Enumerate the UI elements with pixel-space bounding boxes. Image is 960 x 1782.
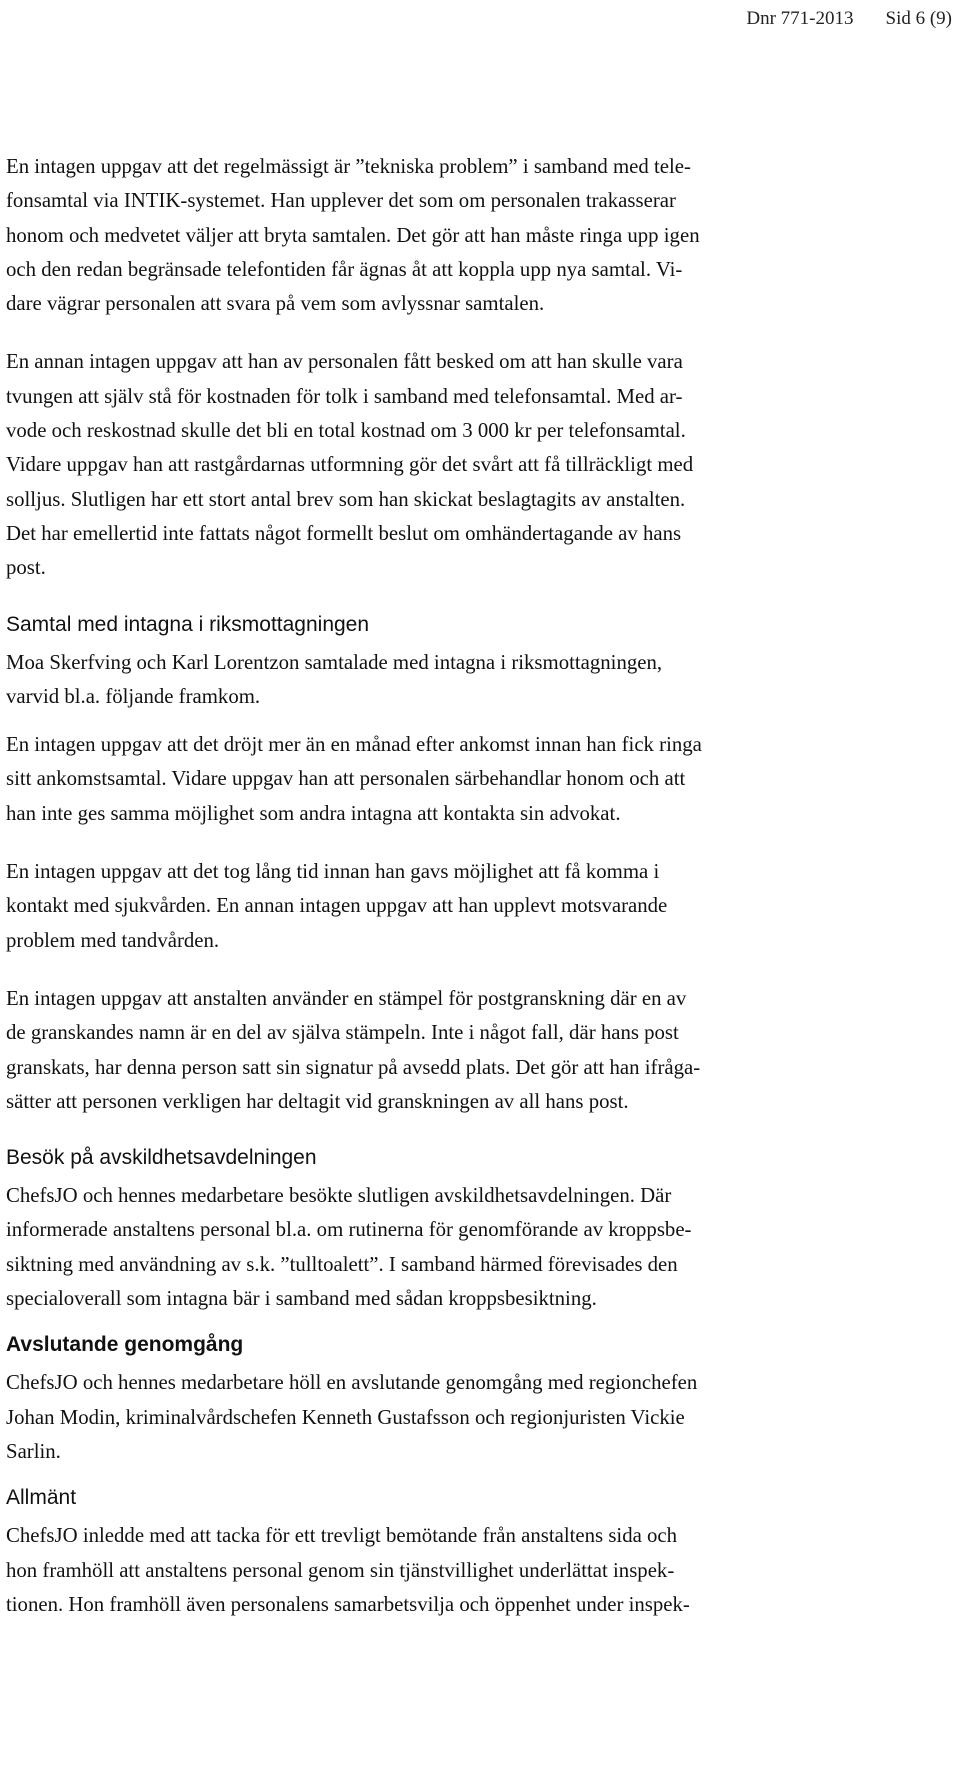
page-header bbox=[746, 8, 952, 30]
document-body bbox=[6, 150, 906, 1646]
paragraph-interpreter-cost: En annan intagen uppgav att han av personalen fått besked om att han skulle vara tvungen att själv stå för kostnaden för tolk i samband med telefonsamtal. Med ar- vode och reskostnad skulle det bli en total kostnad om 3 000 kr per telefonsamtal. Vidare uppgav han att rastgårdarnas utformning gör det svårt att få tillräckligt med solljus. Slutligen har ett stort antal brev som han skickat beslagtagits av anstalten. Det har emellertid inte fattats något formellt beslut om omhändertagande av hans post. bbox=[6, 350, 694, 580]
heading-allmant: Allmänt bbox=[6, 1486, 77, 1510]
page-number: Sid 6 (9) bbox=[885, 8, 952, 29]
document-number: Dnr 771-2013 bbox=[746, 8, 854, 29]
paragraph-healthcare: En intagen uppgav att det tog lång tid innan han gavs möjlighet att få komma i kontakt med sjukvården. En annan intagen uppgav att han upplevt motsvarande problem med tandvården. bbox=[6, 860, 668, 952]
paragraph-avskildhet-visit: ChefsJO och hennes medarbetare besökte slutligen avskildhetsavdelningen. Där informerade anstaltens personal bl.a. om rutinerna för genomförande av kroppsbe- siktning med användning av s.k. ”tulltoalett”. I samband härmed förevisades den specialoverall som intagna bär i samband med sådan kroppsbesiktning. bbox=[6, 1184, 692, 1311]
paragraph-mail-stamp: En intagen uppgav att anstalten använder en stämpel för postgranskning där en av de granskandes namn är en del av själva stämpeln. Inte i något fall, där hans post granskats, har denna person satt sin signatur på avsedd plats. Det gör att han ifråga- sätter att personen verkligen har deltagit vid granskningen av all hans post. bbox=[6, 986, 701, 1113]
heading-riksmottagningen: Samtal med intagna i riksmottagningen bbox=[6, 612, 370, 636]
paragraph-final-review: ChefsJO och hennes medarbetare höll en avslutande genomgång med regionchefen Johan Modin, kriminalvårdschefen Kenneth Gustafsson och regionjuristen Vickie Sarlin. bbox=[6, 1371, 698, 1463]
paragraph-general: ChefsJO inledde med att tacka för ett trevligt bemötande från anstaltens sida och hon framhöll att anstaltens personal genom sin tjänstvillighet underlättat inspek- tionen. Hon framhöll även personalens samarbetsvilja och öppenhet under inspek- bbox=[6, 1524, 690, 1616]
paragraph-intik-problems: En intagen uppgav att det regelmässigt är ”tekniska problem” i samband med tele- fonsamtal via INTIK-systemet. Han upplever det som om personalen trakasserar honom och medvetet väljer att bryta samtalen. Det gör att han måste ringa upp igen och den redan begränsade telefontiden får ägnas åt att koppla upp nya samtal. Vi- dare vägrar personalen att svara på vem som avlyssnar samtalen. bbox=[6, 155, 700, 316]
heading-avslutande-genomgang: Avslutande genomgång bbox=[6, 1333, 244, 1357]
paragraph-arrival-call: En intagen uppgav att det dröjt mer än en månad efter ankomst innan han fick ringa sitt ankomstsamtal. Vidare uppgav han att personalen särbehandlar honom och att han inte ges samma möjlighet som andra intagna att kontakta sin advokat. bbox=[6, 733, 702, 825]
heading-avskildhetsavdelningen: Besök på avskildhetsavdelningen bbox=[6, 1146, 317, 1170]
paragraph-riksmottagningen-intro: Moa Skerfving och Karl Lorentzon samtalade med intagna i riksmottagningen, varvid bl.a. följande framkom. bbox=[6, 650, 663, 708]
